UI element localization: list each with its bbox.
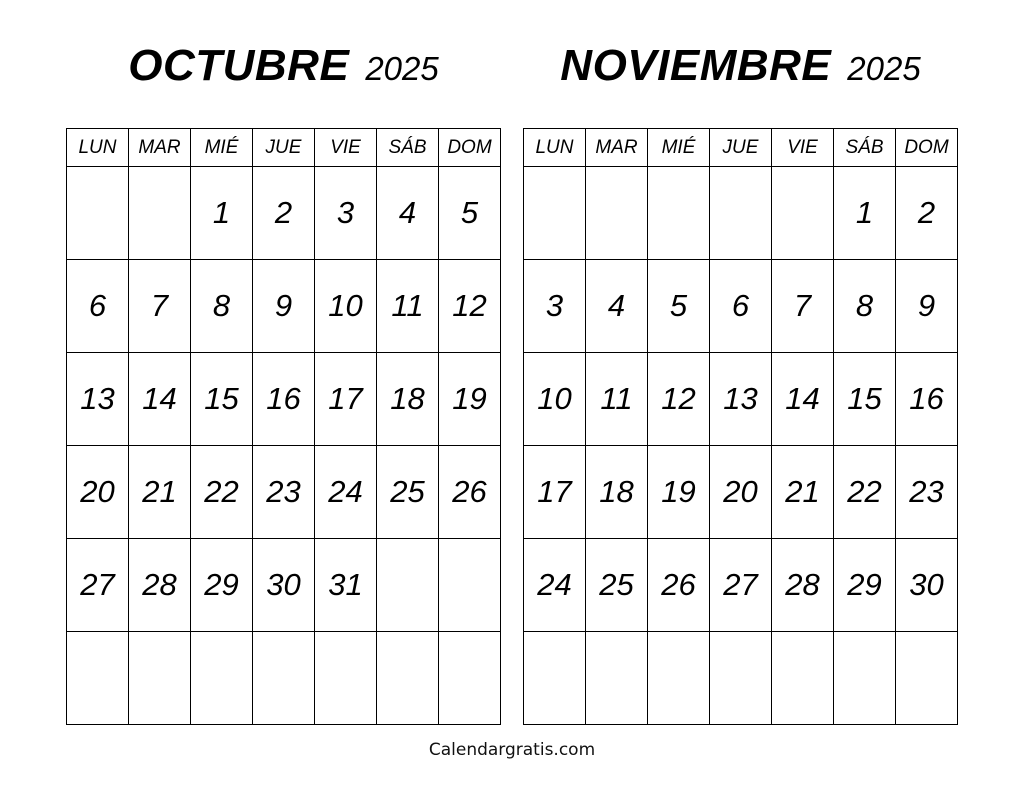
day-cell <box>377 260 439 353</box>
month-name: OCTUBRE <box>128 41 350 90</box>
day-number: 7 <box>150 288 169 323</box>
day-number: 22 <box>204 474 239 509</box>
day-number: 17 <box>328 381 363 416</box>
day-number: 25 <box>390 474 425 509</box>
day-cell <box>710 632 772 725</box>
day-number: 8 <box>212 288 231 323</box>
day-number: 19 <box>661 474 696 509</box>
day-number: 12 <box>661 381 696 416</box>
weekday-header: SÁB <box>377 129 439 167</box>
day-cell <box>191 446 253 539</box>
day-cell <box>377 539 439 632</box>
day-number <box>129 167 190 197</box>
day-number <box>710 167 771 197</box>
day-cell <box>896 260 958 353</box>
day-cell <box>710 260 772 353</box>
day-number: 18 <box>599 474 634 509</box>
day-number: 24 <box>328 474 363 509</box>
day-number: 10 <box>328 288 363 323</box>
day-cell <box>129 539 191 632</box>
day-cell <box>586 260 648 353</box>
day-number <box>377 632 438 662</box>
day-number: 11 <box>600 381 633 416</box>
day-number: 27 <box>723 567 758 602</box>
day-number <box>772 167 833 197</box>
day-number: 29 <box>204 567 239 602</box>
day-number: 23 <box>909 474 944 509</box>
day-number: 29 <box>847 567 882 602</box>
day-cell <box>253 260 315 353</box>
day-number: 9 <box>274 288 293 323</box>
day-number: 20 <box>80 474 115 509</box>
day-cell <box>586 632 648 725</box>
month-title <box>66 41 501 90</box>
day-number: 3 <box>336 195 355 230</box>
day-number: 22 <box>847 474 882 509</box>
day-number: 28 <box>785 567 820 602</box>
week-row <box>67 167 501 260</box>
day-number <box>648 632 709 662</box>
day-cell <box>253 539 315 632</box>
day-cell <box>377 353 439 446</box>
weekday-header: MAR <box>129 129 191 167</box>
day-cell <box>772 353 834 446</box>
day-cell <box>439 260 501 353</box>
weekday-header: VIE <box>315 129 377 167</box>
day-number: 24 <box>537 567 572 602</box>
weekday-header: VIE <box>772 129 834 167</box>
week-row <box>67 446 501 539</box>
day-cell <box>710 446 772 539</box>
day-number: 18 <box>390 381 425 416</box>
day-cell <box>710 539 772 632</box>
day-number: 6 <box>88 288 107 323</box>
day-number: 30 <box>266 567 301 602</box>
footer-website: Calendargratis.com <box>428 740 596 760</box>
day-cell <box>710 353 772 446</box>
day-number: 17 <box>537 474 572 509</box>
day-cell <box>648 632 710 725</box>
day-number: 16 <box>909 381 944 416</box>
day-number: 23 <box>266 474 301 509</box>
day-cell <box>772 539 834 632</box>
day-number: 16 <box>266 381 301 416</box>
day-cell <box>834 632 896 725</box>
day-cell <box>253 167 315 260</box>
day-cell <box>834 167 896 260</box>
weekday-header: LUN <box>524 129 586 167</box>
day-cell <box>67 260 129 353</box>
day-cell <box>129 446 191 539</box>
day-cell <box>315 260 377 353</box>
week-row <box>67 539 501 632</box>
day-number: 5 <box>460 195 479 230</box>
day-number <box>129 632 190 662</box>
day-number <box>67 632 128 662</box>
day-number: 6 <box>731 288 750 323</box>
day-cell <box>129 632 191 725</box>
month-year: 2025 <box>847 50 921 87</box>
day-cell <box>191 167 253 260</box>
day-number: 14 <box>142 381 177 416</box>
week-row <box>67 353 501 446</box>
day-cell <box>834 353 896 446</box>
day-cell <box>586 353 648 446</box>
day-cell <box>648 353 710 446</box>
day-cell <box>253 446 315 539</box>
day-number: 8 <box>855 288 874 323</box>
day-number: 5 <box>669 288 688 323</box>
day-cell <box>710 167 772 260</box>
day-number <box>524 167 585 197</box>
week-row <box>524 446 958 539</box>
calendar-grid <box>66 128 501 725</box>
day-cell <box>377 446 439 539</box>
day-cell <box>524 353 586 446</box>
weekday-header: MIÉ <box>648 129 710 167</box>
week-row <box>524 632 958 725</box>
day-cell <box>377 167 439 260</box>
day-cell <box>129 167 191 260</box>
day-number <box>191 632 252 662</box>
day-cell <box>524 167 586 260</box>
day-number <box>315 632 376 662</box>
day-cell <box>896 167 958 260</box>
day-cell <box>67 167 129 260</box>
day-cell <box>896 632 958 725</box>
day-cell <box>896 353 958 446</box>
day-cell <box>191 353 253 446</box>
day-number: 28 <box>142 567 177 602</box>
day-cell <box>315 632 377 725</box>
day-number: 15 <box>847 381 882 416</box>
day-cell <box>129 353 191 446</box>
weekday-header: JUE <box>253 129 315 167</box>
day-number <box>439 539 500 569</box>
day-cell <box>524 539 586 632</box>
day-number: 1 <box>212 195 231 230</box>
day-number <box>586 167 647 197</box>
day-number: 1 <box>855 195 874 230</box>
day-cell <box>67 446 129 539</box>
day-number: 14 <box>785 381 820 416</box>
day-number: 7 <box>793 288 812 323</box>
weekday-header: DOM <box>439 129 501 167</box>
day-number: 3 <box>545 288 564 323</box>
day-number: 20 <box>723 474 758 509</box>
day-cell <box>315 353 377 446</box>
day-number: 11 <box>391 288 424 323</box>
day-cell <box>191 260 253 353</box>
day-cell <box>772 446 834 539</box>
day-number: 13 <box>723 381 758 416</box>
day-cell <box>253 353 315 446</box>
day-number: 30 <box>909 567 944 602</box>
day-cell <box>129 260 191 353</box>
day-cell <box>834 446 896 539</box>
day-number: 4 <box>398 195 417 230</box>
day-cell <box>524 446 586 539</box>
day-cell <box>648 260 710 353</box>
day-cell <box>67 353 129 446</box>
day-cell <box>524 260 586 353</box>
day-cell <box>772 167 834 260</box>
day-cell <box>191 539 253 632</box>
day-number <box>524 632 585 662</box>
day-number <box>586 632 647 662</box>
day-cell <box>648 446 710 539</box>
day-number: 10 <box>537 381 572 416</box>
day-cell <box>377 632 439 725</box>
day-cell <box>586 539 648 632</box>
day-cell <box>439 446 501 539</box>
day-cell <box>772 632 834 725</box>
day-number <box>377 539 438 569</box>
day-cell <box>648 167 710 260</box>
day-cell <box>439 167 501 260</box>
day-number: 26 <box>452 474 487 509</box>
day-cell <box>253 632 315 725</box>
weekday-header: MIÉ <box>191 129 253 167</box>
month-name: NOVIEMBRE <box>560 41 832 90</box>
weekday-header-row <box>67 129 501 167</box>
day-cell <box>586 446 648 539</box>
day-number: 31 <box>328 567 363 602</box>
day-cell <box>439 353 501 446</box>
day-number: 27 <box>80 567 115 602</box>
month-title <box>523 41 958 90</box>
week-row <box>67 632 501 725</box>
day-number: 9 <box>917 288 936 323</box>
day-cell <box>439 632 501 725</box>
day-cell <box>315 167 377 260</box>
day-number <box>710 632 771 662</box>
day-cell <box>586 167 648 260</box>
day-number: 2 <box>917 195 936 230</box>
day-number <box>834 632 895 662</box>
day-number <box>253 632 314 662</box>
day-number: 12 <box>452 288 487 323</box>
day-number: 4 <box>607 288 626 323</box>
day-cell <box>315 446 377 539</box>
day-cell <box>191 632 253 725</box>
day-cell <box>439 539 501 632</box>
day-number: 21 <box>142 474 177 509</box>
day-cell <box>834 260 896 353</box>
week-row <box>524 539 958 632</box>
day-cell <box>896 539 958 632</box>
weekday-header: DOM <box>896 129 958 167</box>
weekday-header: SÁB <box>834 129 896 167</box>
day-cell <box>315 539 377 632</box>
weekday-header-row <box>524 129 958 167</box>
day-number: 19 <box>452 381 487 416</box>
month-year: 2025 <box>365 50 439 87</box>
day-number: 21 <box>785 474 820 509</box>
day-number: 15 <box>204 381 239 416</box>
day-cell <box>524 632 586 725</box>
day-number <box>67 167 128 197</box>
calendar-grid <box>523 128 958 725</box>
day-cell <box>896 446 958 539</box>
weekday-header: MAR <box>586 129 648 167</box>
day-number: 26 <box>661 567 696 602</box>
week-row <box>524 167 958 260</box>
day-number <box>439 632 500 662</box>
day-number: 25 <box>599 567 634 602</box>
week-row <box>524 260 958 353</box>
weekday-header: LUN <box>67 129 129 167</box>
day-number <box>896 632 957 662</box>
day-cell <box>772 260 834 353</box>
week-row <box>67 260 501 353</box>
day-cell <box>67 632 129 725</box>
day-cell <box>67 539 129 632</box>
day-number: 2 <box>274 195 293 230</box>
week-row <box>524 353 958 446</box>
day-cell <box>834 539 896 632</box>
day-cell <box>648 539 710 632</box>
day-number <box>772 632 833 662</box>
day-number: 13 <box>80 381 115 416</box>
day-number <box>648 167 709 197</box>
weekday-header: JUE <box>710 129 772 167</box>
